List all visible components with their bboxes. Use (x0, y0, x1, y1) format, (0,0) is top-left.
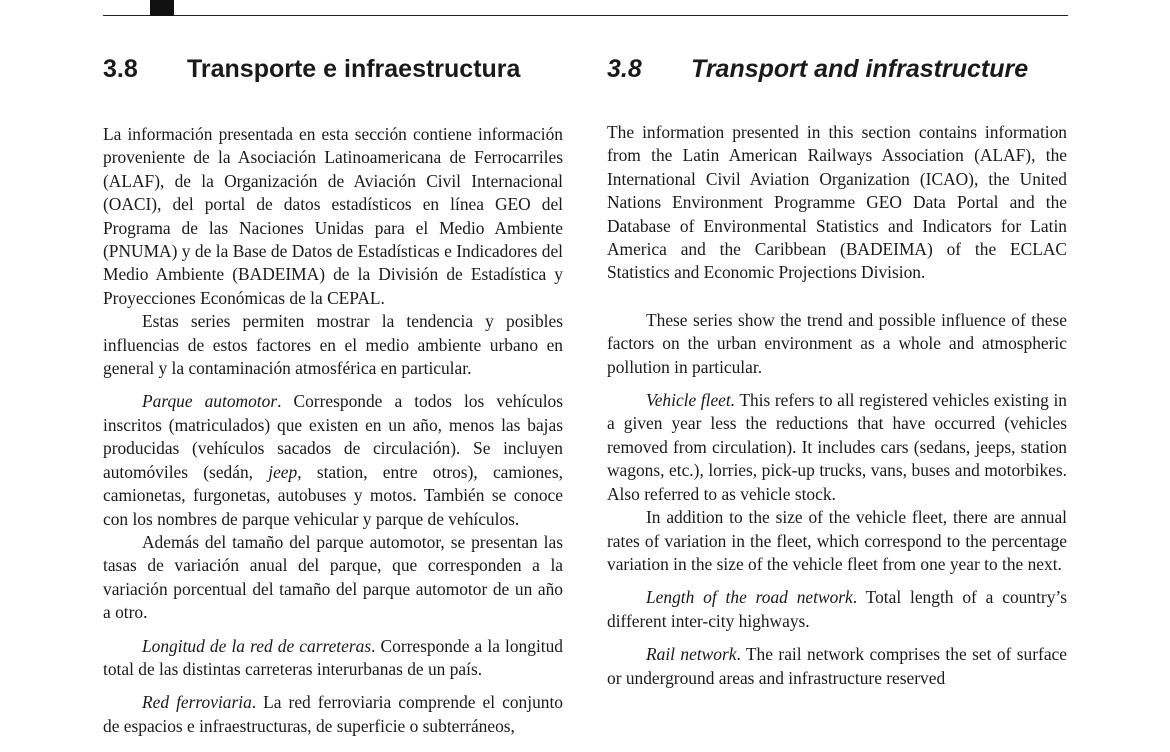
section-heading-es (103, 52, 573, 86)
section-number-en: 3.8 (607, 55, 642, 83)
term-vehicle-fleet-es: Parque automotor (142, 391, 278, 412)
paragraph-road-network-en: Length of the road network. Total length of a country’s different inter-city highways. (607, 587, 1067, 631)
paragraph-rail-network-es: Red ferroviaria. La red ferroviaria comprende el conjunto de espacios e infraestructuras, de superficie o subterráneos, (103, 692, 563, 736)
term-road-network-en: Length of the road network (646, 587, 853, 608)
term-road-network-es: Longitud de la red de carreteras (142, 635, 372, 656)
term-rail-network-en: Rail network (646, 644, 737, 665)
paragraph-sources-es: La información presentada en esta sección contiene información proveniente de la Asociación Latinoamericana de Ferrocarriles (ALAF), de la Organización de Aviación Civil Internacional (OACI), del portal de datos estadísticos en línea GEO del Programa de las Naciones Unidas para el Medio Ambiente (PNUMA) y de la Base de Datos de Estadísticas e Indicadores del Medio Ambiente (BADEIMA) de la División de Estadística y Proyecciones Económicas de la CEPAL. (103, 124, 563, 308)
paragraph-road-network-es: Longitud de la red de carreteras. Corresponde a la longitud total de las distintas carreteras interurbanas de un país. (103, 635, 564, 679)
page-corner-marker (150, 0, 174, 16)
section-title-es: Transporte e infraestructura (187, 55, 521, 83)
section-title-en: Transport and infrastructure (691, 55, 1029, 83)
paragraph-sources-en: The information presented in this section contains information from the Latin American Railways Association (ALAF), the International Civil Aviation Organization (ICAO), the United Nations Environment Programme GEO Data Portal and the Database of Environmental Statistics and Indicators for Latin America and the Caribbean (BADEIMA) of the ECLAC Statistics and Economic Projections Division. (607, 122, 1067, 283)
paragraph-trends-en: These series show the trend and possible influence of these factors on the urban environment as a whole and atmospheric pollution in particular. (607, 309, 1067, 377)
paragraph-variation-es: Además del tamaño del parque automotor, se presentan las tasas de variación anual del parque, que corresponden a la variación porcentual del tamaño del parque automotor de un año a otro. (103, 531, 563, 623)
top-rule (103, 15, 1068, 16)
term-vehicle-fleet-en: Vehicle fleet. (646, 390, 736, 411)
paragraph-rail-network-en: Rail network. The rail network comprises the set of surface or underground areas and infrastructure reserved (607, 644, 1067, 688)
term-rail-network-es: Red ferroviaria (142, 692, 252, 713)
body-text-en (607, 121, 1067, 690)
section-heading-en (607, 52, 1077, 86)
paragraph-trends-es: Estas series permiten mostrar la tendencia y posibles influencias de estos factores en el medio ambiente urbano en general y la contaminación atmosférica en particular. (103, 311, 563, 379)
paragraph-vehicle-fleet-en: Vehicle fleet. This refers to all registered vehicles existing in a given year less the reductions that have occurred (vehicles removed from circulation). It includes cars (sedans, jeeps, station wagons, etc.), lorries, pick-up trucks, vans, buses and motorbikes. Also referred to as vehicle stock. (607, 390, 1067, 504)
section-number-es: 3.8 (103, 55, 138, 83)
paragraph-vehicle-fleet-es: Parque automotor. Corresponde a todos los vehículos inscritos (matriculados) que existen en un año, menos las bajas producidas (vehículos sacados de circulación). Se incluyen automóviles (sedán, jeep, station, entre otros), camiones, camionetas, furgonetas, autobuses y motos. También se conoce con los nombres de parque vehicular y parque de vehículos. (103, 391, 563, 529)
body-text-es (103, 123, 563, 738)
paragraph-variation-en: In addition to the size of the vehicle fleet, there are annual rates of variation in the fleet, which correspond to the percentage variation in the size of the vehicle fleet from one year to the next. (607, 507, 1067, 574)
